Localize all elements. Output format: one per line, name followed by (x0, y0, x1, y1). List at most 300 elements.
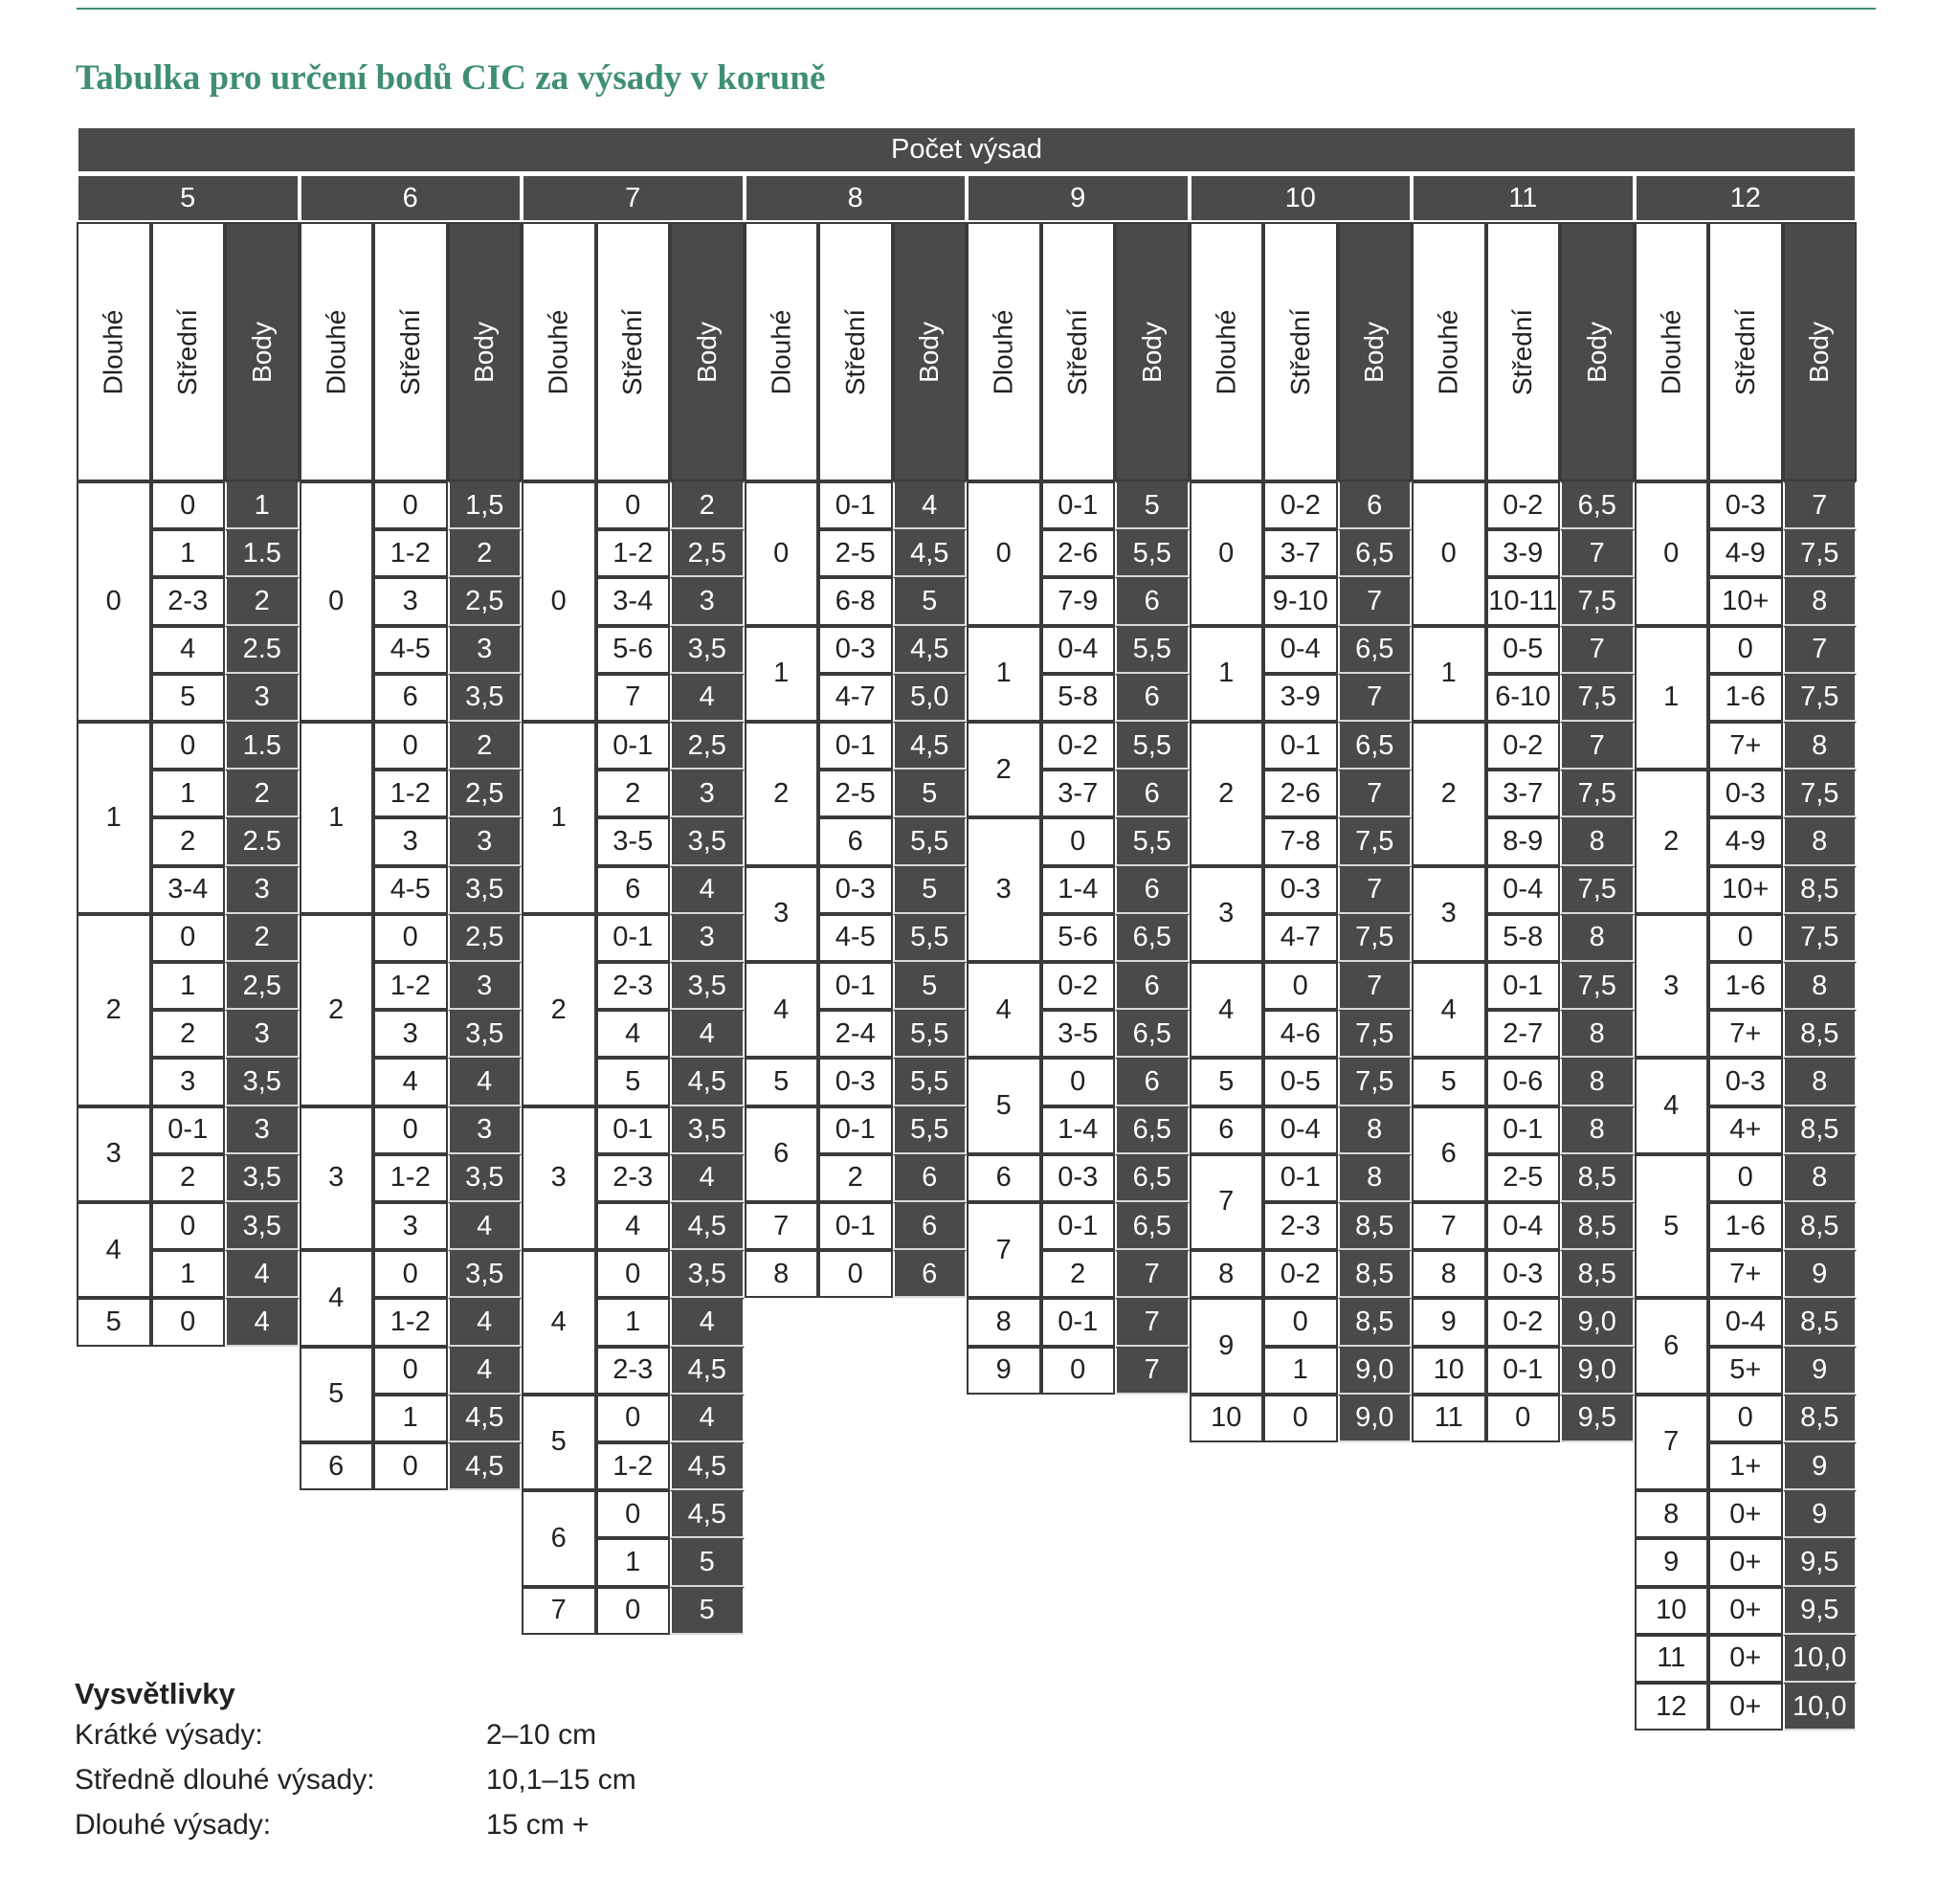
body-cell: 6 (1115, 1058, 1190, 1105)
body-cell: 3,5 (448, 1250, 523, 1298)
body-cell: 6,5 (1115, 1010, 1190, 1058)
dlouhe-cell: 3 (1190, 866, 1264, 962)
dlouhe-cell: 3 (77, 1106, 151, 1202)
stredni-cell: 0-3 (1486, 1250, 1561, 1298)
stredni-cell: 1-6 (1708, 1202, 1783, 1250)
stredni-cell: 0-1 (818, 962, 893, 1010)
stredni-cell: 2-5 (818, 770, 893, 817)
stredni-cell: 2-3 (596, 962, 671, 1010)
column-header-label: Střední (172, 308, 203, 395)
stredni-cell: 3 (373, 1010, 448, 1058)
legend-value: 2–10 cm (486, 1719, 597, 1751)
group-count-header: 6 (300, 174, 523, 222)
body-cell: 3,5 (448, 866, 523, 914)
stredni-cell: 2-3 (151, 577, 226, 625)
body-cell: 3 (225, 1010, 300, 1058)
stredni-cell: 0-1 (596, 722, 671, 770)
body-cell: 2,5 (225, 962, 300, 1010)
dlouhe-cell: 11 (1412, 1395, 1486, 1442)
body-cell: 8,5 (1783, 1202, 1858, 1250)
stredni-cell: 3-5 (1041, 1010, 1116, 1058)
stredni-cell: 1-4 (1041, 866, 1116, 914)
dlouhe-cell: 8 (1190, 1250, 1264, 1298)
body-cell: 8 (1783, 817, 1858, 865)
stredni-cell: 5 (151, 674, 226, 722)
body-cell: 5,5 (893, 1058, 968, 1105)
column-header-stredni (1708, 222, 1783, 481)
column-header-label: Body (469, 321, 500, 383)
body-cell: 7 (1560, 722, 1635, 770)
stredni-cell: 6 (818, 817, 893, 865)
stredni-cell: 3-9 (1263, 674, 1338, 722)
body-cell: 4 (670, 674, 745, 722)
column-header-label: Body (691, 321, 722, 383)
stredni-cell: 2-3 (1263, 1202, 1338, 1250)
dlouhe-cell: 2 (967, 722, 1041, 817)
body-cell: 5,5 (893, 817, 968, 865)
column-header-dlouhe (522, 222, 596, 481)
stredni-cell: 2 (818, 1154, 893, 1202)
body-cell: 9 (1783, 1442, 1858, 1490)
body-cell: 3,5 (670, 962, 745, 1010)
dlouhe-cell: 0 (1190, 481, 1264, 626)
stredni-cell: 0-1 (596, 914, 671, 962)
dlouhe-cell: 5 (1190, 1058, 1264, 1105)
stredni-cell: 0 (818, 1250, 893, 1298)
body-cell: 1.5 (225, 529, 300, 577)
body-cell: 9 (1783, 1490, 1858, 1538)
body-cell: 2,5 (670, 722, 745, 770)
stredni-cell: 2-4 (818, 1010, 893, 1058)
stredni-cell: 0 (373, 1442, 448, 1490)
stredni-cell: 0-4 (1263, 1106, 1338, 1154)
body-cell: 4 (448, 1202, 523, 1250)
body-cell: 3,5 (225, 1202, 300, 1250)
body-cell: 3 (225, 674, 300, 722)
stredni-cell: 6-10 (1486, 674, 1561, 722)
body-cell: 4 (670, 1154, 745, 1202)
legend-label: Dlouhé výsady: (75, 1809, 272, 1841)
body-cell: 1 (225, 481, 300, 529)
stredni-cell: 0-2 (1263, 481, 1338, 529)
stredni-cell: 7-8 (1263, 817, 1338, 865)
dlouhe-cell: 2 (1635, 770, 1709, 914)
dlouhe-cell: 5 (745, 1058, 819, 1105)
body-cell: 4,5 (448, 1442, 523, 1490)
body-cell: 6,5 (1560, 481, 1635, 529)
dlouhe-cell: 0 (967, 481, 1041, 626)
body-cell: 3 (225, 1106, 300, 1154)
dlouhe-cell: 1 (745, 626, 819, 722)
body-cell: 8,5 (1560, 1202, 1635, 1250)
stredni-cell: 0-4 (1708, 1298, 1783, 1346)
dlouhe-cell: 2 (745, 722, 819, 866)
column-header-label: Dlouhé (1433, 309, 1463, 394)
column-header-dlouhe (300, 222, 374, 481)
body-cell: 7,5 (1338, 1058, 1413, 1105)
column-header-dlouhe (1190, 222, 1264, 481)
stredni-cell: 0 (1041, 817, 1116, 865)
dlouhe-cell: 6 (1635, 1298, 1709, 1394)
stredni-cell: 10+ (1708, 866, 1783, 914)
stredni-cell: 0+ (1708, 1490, 1783, 1538)
stredni-cell: 4-9 (1708, 529, 1783, 577)
body-cell: 4 (448, 1347, 523, 1395)
stredni-cell: 7+ (1708, 1010, 1783, 1058)
stredni-cell: 6-8 (818, 577, 893, 625)
body-cell: 9,0 (1338, 1395, 1413, 1442)
stredni-cell: 0 (373, 914, 448, 962)
body-cell: 3,5 (448, 1010, 523, 1058)
stredni-cell: 0-1 (1041, 1298, 1116, 1346)
stredni-cell: 1-2 (373, 529, 448, 577)
body-cell: 9 (1783, 1347, 1858, 1395)
stredni-cell: 5-6 (596, 626, 671, 674)
body-cell: 7 (1115, 1250, 1190, 1298)
stredni-cell: 0 (596, 1490, 671, 1538)
dlouhe-cell: 7 (1635, 1395, 1709, 1490)
dlouhe-cell: 4 (1412, 962, 1486, 1058)
body-cell: 8,5 (1783, 866, 1858, 914)
column-header-stredni (1486, 222, 1561, 481)
body-cell: 6 (1115, 674, 1190, 722)
stredni-cell: 3-4 (596, 577, 671, 625)
stredni-cell: 0 (151, 914, 226, 962)
stredni-cell: 0-2 (1486, 481, 1561, 529)
body-cell: 2 (225, 577, 300, 625)
group-count-header: 5 (77, 174, 300, 222)
stredni-cell: 1-4 (1041, 1106, 1116, 1154)
dlouhe-cell: 4 (1190, 962, 1264, 1058)
dlouhe-cell: 8 (745, 1250, 819, 1298)
body-cell: 7,5 (1560, 866, 1635, 914)
body-cell: 5 (893, 770, 968, 817)
body-cell: 4,5 (670, 1202, 745, 1250)
column-header-dlouhe (745, 222, 819, 481)
stredni-cell: 4 (373, 1058, 448, 1105)
body-cell: 6,5 (1115, 1154, 1190, 1202)
stredni-cell: 2 (1041, 1250, 1116, 1298)
column-header-label: Body (246, 321, 277, 383)
column-header-stredni (373, 222, 448, 481)
body-cell: 8,5 (1783, 1395, 1858, 1442)
stredni-cell: 0 (1708, 1395, 1783, 1442)
stredni-cell: 4-9 (1708, 817, 1783, 865)
dlouhe-cell: 0 (1412, 481, 1486, 626)
stredni-cell: 7+ (1708, 1250, 1783, 1298)
stredni-cell: 3 (373, 1202, 448, 1250)
header-pocet-vysad: Počet výsad (77, 126, 1857, 174)
body-cell: 4 (670, 1395, 745, 1442)
body-cell: 6,5 (1338, 529, 1413, 577)
body-cell: 8 (1783, 1058, 1858, 1105)
body-cell: 3,5 (225, 1154, 300, 1202)
group-count-header: 12 (1635, 174, 1858, 222)
legend-title: Vysvětlivky (75, 1677, 235, 1710)
body-cell: 5 (670, 1538, 745, 1586)
body-cell: 4 (448, 1058, 523, 1105)
dlouhe-cell: 5 (77, 1298, 151, 1346)
body-cell: 2 (448, 722, 523, 770)
column-header-body (1338, 222, 1413, 481)
column-header-stredni (1263, 222, 1338, 481)
body-cell: 3 (670, 914, 745, 962)
stredni-cell: 5-6 (1041, 914, 1116, 962)
dlouhe-cell: 4 (1635, 1058, 1709, 1153)
column-header-label: Střední (1729, 308, 1760, 395)
body-cell: 5,5 (1115, 626, 1190, 674)
dlouhe-cell: 9 (967, 1347, 1041, 1395)
dlouhe-cell: 0 (1635, 481, 1709, 626)
column-header-label: Dlouhé (988, 309, 1018, 394)
stredni-cell: 0 (1263, 1298, 1338, 1346)
stredni-cell: 0-2 (1486, 722, 1561, 770)
body-cell: 8,5 (1338, 1202, 1413, 1250)
body-cell: 3,5 (670, 1106, 745, 1154)
body-cell: 8 (1783, 577, 1858, 625)
column-header-label: Střední (1062, 308, 1093, 395)
stredni-cell: 0-1 (151, 1106, 226, 1154)
dlouhe-cell: 10 (1635, 1587, 1709, 1635)
stredni-cell: 0-4 (1486, 866, 1561, 914)
dlouhe-cell: 7 (745, 1202, 819, 1250)
column-header-label: Dlouhé (321, 309, 351, 394)
stredni-cell: 1 (373, 1395, 448, 1442)
stredni-cell: 0 (151, 481, 226, 529)
legend-row-medium (75, 1764, 636, 1809)
body-cell: 4 (893, 481, 968, 529)
stredni-cell: 0-4 (1486, 1202, 1561, 1250)
body-cell: 7,5 (1783, 770, 1858, 817)
column-header-label: Střední (617, 308, 648, 395)
stredni-cell: 0 (1708, 914, 1783, 962)
body-cell: 8,5 (1560, 1154, 1635, 1202)
dlouhe-cell: 3 (745, 866, 819, 962)
dlouhe-cell: 3 (522, 1106, 596, 1251)
dlouhe-cell: 6 (300, 1442, 374, 1490)
stredni-cell: 0 (151, 1202, 226, 1250)
column-header-body (1560, 222, 1635, 481)
body-cell: 8 (1338, 1106, 1413, 1154)
stredni-cell: 7-9 (1041, 577, 1116, 625)
stredni-cell: 0 (1486, 1395, 1561, 1442)
body-cell: 2,5 (448, 770, 523, 817)
stredni-cell: 1 (151, 770, 226, 817)
dlouhe-cell: 7 (522, 1587, 596, 1635)
stredni-cell: 1 (151, 529, 226, 577)
body-cell: 3,5 (225, 1058, 300, 1105)
stredni-cell: 2-6 (1041, 529, 1116, 577)
body-cell: 7,5 (1560, 577, 1635, 625)
body-cell: 6 (1115, 866, 1190, 914)
body-cell: 3 (670, 770, 745, 817)
dlouhe-cell: 2 (1190, 722, 1264, 866)
body-cell: 4 (670, 866, 745, 914)
stredni-cell: 0 (1041, 1347, 1116, 1395)
stredni-cell: 3 (373, 817, 448, 865)
dlouhe-cell: 10 (1190, 1395, 1264, 1442)
body-cell: 7,5 (1783, 529, 1858, 577)
stredni-cell: 0 (373, 481, 448, 529)
stredni-cell: 1+ (1708, 1442, 1783, 1490)
body-cell: 4 (670, 1298, 745, 1346)
group-count-header: 8 (745, 174, 968, 222)
body-cell: 8,5 (1560, 1250, 1635, 1298)
body-cell: 5,5 (893, 914, 968, 962)
body-cell: 3,5 (670, 1250, 745, 1298)
stredni-cell: 0+ (1708, 1683, 1783, 1731)
stredni-cell: 0 (373, 722, 448, 770)
body-cell: 6 (1338, 481, 1413, 529)
stredni-cell: 0 (373, 1347, 448, 1395)
body-cell: 8 (1783, 722, 1858, 770)
stredni-cell: 4 (596, 1010, 671, 1058)
stredni-cell: 2-7 (1486, 1010, 1561, 1058)
legend-value: 10,1–15 cm (486, 1764, 636, 1796)
stredni-cell: 0 (1263, 962, 1338, 1010)
body-cell: 8,5 (1783, 1106, 1858, 1154)
stredni-cell: 3-7 (1041, 770, 1116, 817)
body-cell: 6 (1115, 770, 1190, 817)
body-cell: 7,5 (1560, 770, 1635, 817)
body-cell: 4,5 (893, 722, 968, 770)
body-cell: 6 (893, 1154, 968, 1202)
body-cell: 4 (225, 1298, 300, 1346)
body-cell: 4,5 (670, 1058, 745, 1105)
stredni-cell: 0-1 (1486, 1347, 1561, 1395)
column-header-label: Body (1359, 321, 1390, 383)
body-cell: 9,5 (1783, 1587, 1858, 1635)
column-header-label: Střední (1284, 308, 1315, 395)
body-cell: 6 (1115, 577, 1190, 625)
body-cell: 5,0 (893, 674, 968, 722)
body-cell: 7 (1115, 1298, 1190, 1346)
stredni-cell: 4+ (1708, 1106, 1783, 1154)
body-cell: 10,0 (1783, 1635, 1858, 1683)
dlouhe-cell: 9 (1412, 1298, 1486, 1346)
dlouhe-cell: 9 (1190, 1298, 1264, 1394)
dlouhe-cell: 4 (967, 962, 1041, 1058)
stredni-cell: 1 (151, 1250, 226, 1298)
body-cell: 7,5 (1338, 817, 1413, 865)
body-cell: 6,5 (1115, 914, 1190, 962)
legend-value: 15 cm + (486, 1809, 590, 1841)
stredni-cell: 4-5 (818, 914, 893, 962)
body-cell: 7,5 (1338, 1010, 1413, 1058)
body-cell: 8 (1560, 817, 1635, 865)
body-cell: 9 (1783, 1250, 1858, 1298)
body-cell: 6,5 (1115, 1106, 1190, 1154)
stredni-cell: 0 (373, 1250, 448, 1298)
body-cell: 8 (1560, 1058, 1635, 1105)
body-cell: 3 (448, 626, 523, 674)
body-cell: 5,5 (893, 1010, 968, 1058)
stredni-cell: 3 (151, 1058, 226, 1105)
stredni-cell: 0-6 (1486, 1058, 1561, 1105)
stredni-cell: 6 (373, 674, 448, 722)
legend-label: Středně dlouhé výsady: (75, 1764, 375, 1796)
column-header-label: Střední (839, 308, 870, 395)
dlouhe-cell: 5 (300, 1347, 374, 1442)
column-header-body (1783, 222, 1858, 481)
stredni-cell: 0-1 (1263, 722, 1338, 770)
body-cell: 8 (1338, 1154, 1413, 1202)
stredni-cell: 2-6 (1263, 770, 1338, 817)
body-cell: 7,5 (1783, 914, 1858, 962)
column-header-body (670, 222, 745, 481)
stredni-cell: 10-11 (1486, 577, 1561, 625)
body-cell: 4,5 (670, 1347, 745, 1395)
stredni-cell: 2 (596, 770, 671, 817)
dlouhe-cell: 2 (1412, 722, 1486, 866)
body-cell: 2 (225, 914, 300, 962)
body-cell: 8 (1560, 914, 1635, 962)
stredni-cell: 2 (151, 1154, 226, 1202)
column-header-dlouhe (77, 222, 151, 481)
body-cell: 7,5 (1560, 674, 1635, 722)
stredni-cell: 3 (373, 577, 448, 625)
body-cell: 7 (1338, 866, 1413, 914)
column-header-label: Body (914, 321, 945, 383)
column-header-dlouhe (1635, 222, 1709, 481)
dlouhe-cell: 1 (522, 722, 596, 914)
body-cell: 3,5 (670, 626, 745, 674)
stredni-cell: 0-3 (1263, 866, 1338, 914)
column-header-label: Dlouhé (1211, 309, 1241, 394)
stredni-cell: 0-3 (1708, 770, 1783, 817)
dlouhe-cell: 3 (300, 1106, 374, 1251)
column-header-label: Body (1136, 321, 1167, 383)
body-cell: 5,5 (1115, 817, 1190, 865)
body-cell: 2 (225, 770, 300, 817)
stredni-cell: 0-1 (1041, 481, 1116, 529)
body-cell: 4,5 (670, 1490, 745, 1538)
body-cell: 8 (1560, 1010, 1635, 1058)
dlouhe-cell: 1 (1412, 626, 1486, 722)
column-header-label: Střední (394, 308, 425, 395)
stredni-cell: 3-9 (1486, 529, 1561, 577)
body-cell: 1.5 (225, 722, 300, 770)
body-cell: 8 (1783, 1154, 1858, 1202)
stredni-cell: 8-9 (1486, 817, 1561, 865)
stredni-cell: 1-6 (1708, 962, 1783, 1010)
stredni-cell: 0-1 (818, 722, 893, 770)
stredni-cell: 0+ (1708, 1587, 1783, 1635)
dlouhe-cell: 6 (967, 1154, 1041, 1202)
dlouhe-cell: 10 (1412, 1347, 1486, 1395)
column-header-label: Dlouhé (1656, 309, 1686, 394)
stredni-cell: 0-5 (1486, 626, 1561, 674)
stredni-cell: 0-3 (818, 626, 893, 674)
stredni-cell: 0-3 (1708, 481, 1783, 529)
column-header-stredni (1041, 222, 1116, 481)
dlouhe-cell: 8 (967, 1298, 1041, 1346)
dlouhe-cell: 6 (522, 1490, 596, 1586)
body-cell: 7 (1783, 481, 1858, 529)
body-cell: 6,5 (1115, 1202, 1190, 1250)
stredni-cell: 2-5 (818, 529, 893, 577)
stredni-cell: 0 (596, 1395, 671, 1442)
dlouhe-cell: 6 (1190, 1106, 1264, 1154)
body-cell: 7 (1560, 529, 1635, 577)
column-header-stredni (596, 222, 671, 481)
stredni-cell: 1 (596, 1298, 671, 1346)
stredni-cell: 0-1 (818, 1202, 893, 1250)
body-cell: 8,5 (1783, 1298, 1858, 1346)
body-cell: 10,0 (1783, 1683, 1858, 1731)
stredni-cell: 3-7 (1263, 529, 1338, 577)
body-cell: 6 (893, 1202, 968, 1250)
